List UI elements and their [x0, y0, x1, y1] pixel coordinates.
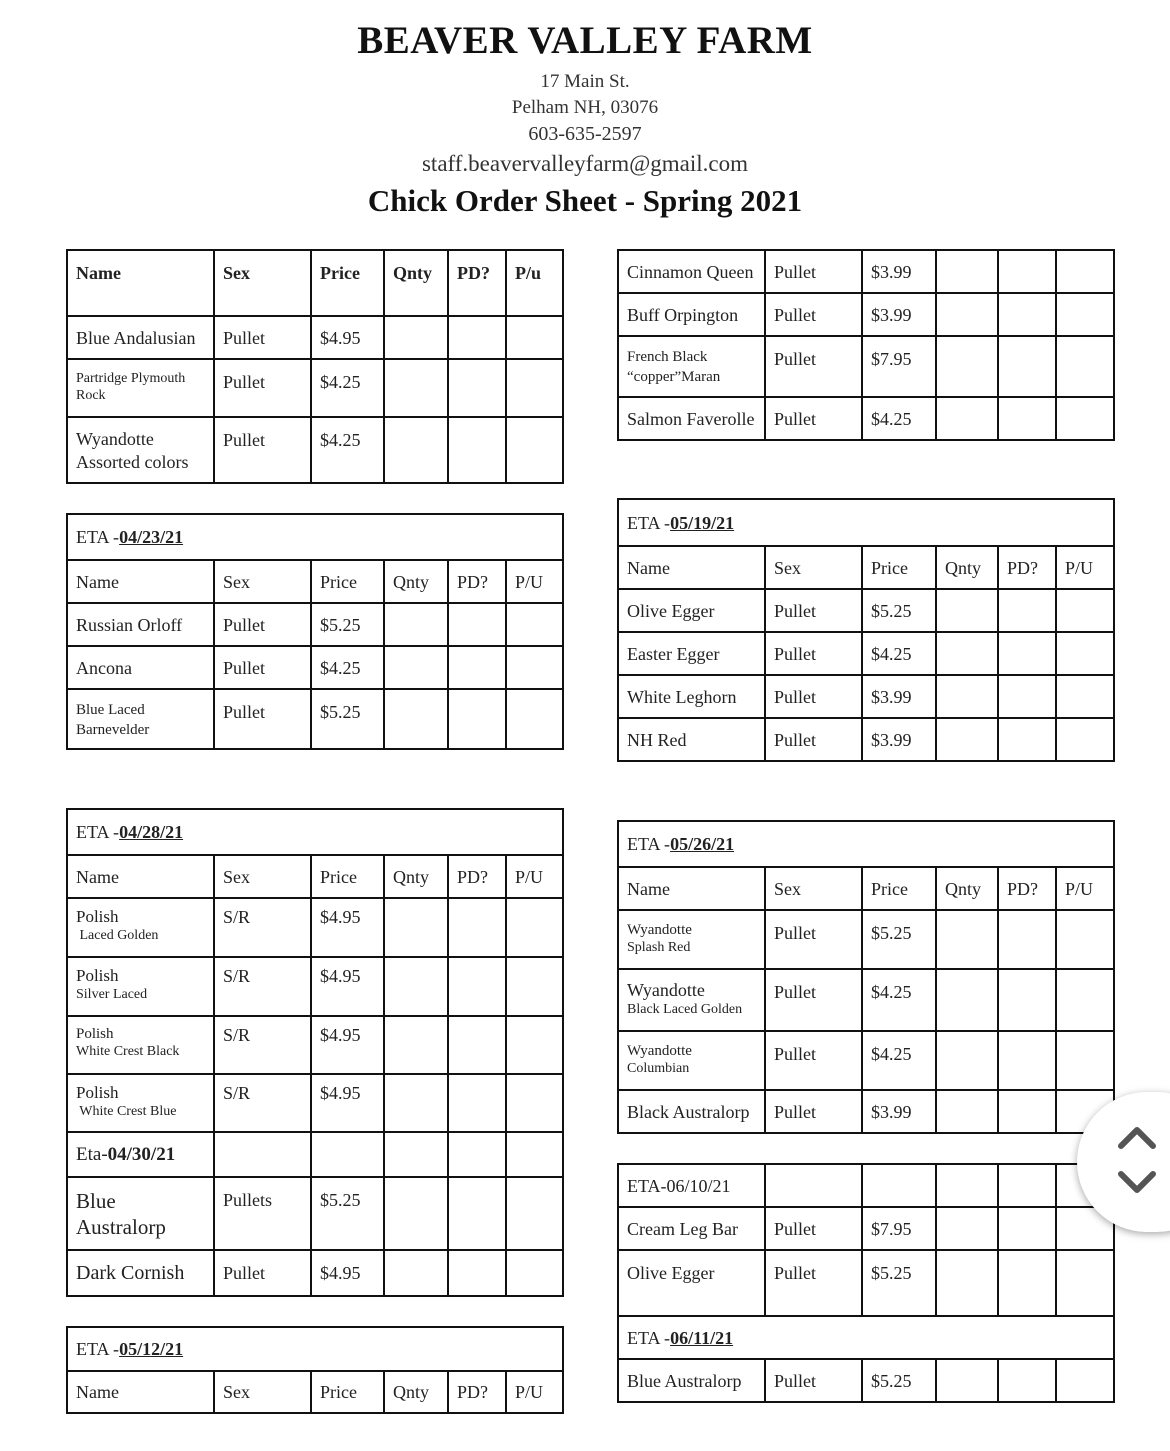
col-header-pu: P/U: [1056, 867, 1114, 910]
breed-price: $7.95: [862, 336, 936, 397]
pd-cell[interactable]: [448, 359, 506, 417]
eta-heading-row: [618, 1164, 1114, 1207]
chevron-up-icon[interactable]: [1117, 1122, 1157, 1152]
qnty-cell[interactable]: [936, 1359, 998, 1402]
breed-name: Polish: [76, 907, 119, 926]
breed-price: $7.95: [862, 1207, 936, 1250]
qnty-cell[interactable]: [384, 603, 448, 646]
pd-cell[interactable]: [998, 397, 1056, 440]
eta-subheading-row: [67, 1132, 563, 1177]
breed-name: Black Australorp: [618, 1090, 765, 1133]
address-line-2: Pelham NH, 03076: [511, 97, 659, 118]
table-row: [618, 1090, 1114, 1133]
breed-price: $4.95: [311, 1250, 384, 1296]
col-header-qnty: Qnty: [384, 560, 448, 603]
table-row: [67, 359, 563, 417]
pd-cell[interactable]: [448, 603, 506, 646]
breed-price: $4.25: [311, 359, 384, 417]
pd-cell[interactable]: [448, 957, 506, 1016]
breed-name: Blue: [76, 1189, 116, 1213]
breed-price: $3.99: [862, 718, 936, 761]
pd-cell[interactable]: [448, 1177, 506, 1250]
breed-sex: Pullet: [765, 1207, 862, 1250]
qnty-cell[interactable]: [936, 1207, 998, 1250]
breed-sex: Pullet: [214, 646, 311, 689]
eta-date: 05/12/21: [119, 1339, 184, 1359]
column-header-row: [618, 546, 1114, 589]
phone-number: 603-635-2597: [528, 123, 642, 145]
qnty-cell[interactable]: [936, 589, 998, 632]
table-row: [67, 1074, 563, 1132]
breed-sex: Pullet: [214, 359, 311, 417]
breed-price: $5.25: [862, 1359, 936, 1402]
pd-cell[interactable]: [998, 293, 1056, 336]
col-header-name: Name: [67, 560, 214, 603]
breed-sex: Pullet: [765, 293, 862, 336]
eta-heading: [618, 821, 1114, 867]
breed-sex: S/R: [214, 1016, 311, 1074]
eta-label: ETA -: [76, 527, 120, 547]
table-row: [618, 675, 1114, 718]
table-row: [618, 969, 1114, 1031]
col-header-qnty: Qnty: [384, 1371, 448, 1413]
breed-name-line2: Columbian: [627, 1061, 690, 1076]
eta-heading: [618, 499, 1114, 546]
breed-sex: S/R: [214, 898, 311, 957]
col-header-sex: Sex: [214, 560, 311, 603]
col-header-price: Price: [311, 1371, 384, 1413]
table-row: [67, 603, 563, 646]
pd-cell[interactable]: [448, 316, 506, 359]
breed-name-line2: Rock: [76, 388, 106, 403]
pu-cell[interactable]: [1056, 293, 1114, 336]
col-header-pd: PD?: [448, 250, 506, 316]
pu-cell[interactable]: [1056, 675, 1114, 718]
col-header-name: Name: [67, 855, 214, 898]
breed-name: Polish: [76, 1083, 119, 1102]
breed-name: Blue Andalusian: [67, 316, 214, 359]
farm-name: BEAVER VALLEY FARM: [357, 19, 813, 62]
qnty-cell[interactable]: [384, 316, 448, 359]
pu-cell[interactable]: [506, 898, 563, 957]
breed-name: Easter Egger: [618, 632, 765, 675]
eta-heading: [67, 514, 563, 560]
breed-name: French Black: [627, 349, 708, 365]
breed-name: Cream Leg Bar: [618, 1207, 765, 1250]
pu-cell[interactable]: [506, 957, 563, 1016]
table-row: [67, 1250, 563, 1296]
table-row: [67, 646, 563, 689]
breed-sex: Pullet: [765, 969, 862, 1031]
breed-name-line2: Silver Laced: [76, 987, 148, 1002]
col-header-qnty: Qnty: [384, 855, 448, 898]
table-row: [67, 316, 563, 359]
breed-price: $4.95: [311, 1016, 384, 1074]
qnty-cell[interactable]: [384, 1074, 448, 1132]
breed-price: $4.25: [862, 1031, 936, 1090]
breed-sex: Pullets: [214, 1177, 311, 1250]
col-header-pu: P/U: [506, 855, 563, 898]
breed-name: Ancona: [67, 646, 214, 689]
col-header-price: Price: [311, 855, 384, 898]
breed-price: $4.95: [311, 957, 384, 1016]
col-header-qnty: Qnty: [936, 546, 998, 589]
breed-price: $4.25: [862, 632, 936, 675]
col-header-pd: PD?: [448, 560, 506, 603]
breed-sex: Pullet: [765, 250, 862, 293]
breed-name: NH Red: [618, 718, 765, 761]
pd-cell[interactable]: [998, 336, 1056, 397]
eta-table-0519: [617, 498, 1115, 762]
eta-date: 05/26/21: [670, 834, 735, 854]
qnty-cell[interactable]: [384, 417, 448, 483]
email-address: staff.beavervalleyfarm@gmail.com: [421, 151, 748, 176]
table-row: [67, 689, 563, 749]
breed-sex: Pullet: [765, 675, 862, 718]
qnty-cell[interactable]: [936, 293, 998, 336]
col-header-price: Price: [862, 546, 936, 589]
breed-name: Polish: [76, 1026, 114, 1042]
pu-cell[interactable]: [1056, 718, 1114, 761]
pd-cell[interactable]: [448, 1016, 506, 1074]
eta-label: ETA -: [627, 834, 671, 854]
column-header-row: [67, 855, 563, 898]
col-header-price: Price: [862, 867, 936, 910]
col-header-pd: PD?: [448, 1371, 506, 1413]
col-header-pu: P/U: [506, 560, 563, 603]
qnty-cell[interactable]: [936, 1031, 998, 1090]
breed-name: Partridge Plymouth: [76, 371, 186, 386]
qnty-cell[interactable]: [936, 969, 998, 1031]
breed-sex: S/R: [214, 1074, 311, 1132]
col-header-qnty: Qnty: [936, 867, 998, 910]
pu-cell[interactable]: [506, 646, 563, 689]
table-row: [618, 336, 1114, 397]
col-header-sex: Sex: [765, 546, 862, 589]
breed-name: Buff Orpington: [618, 293, 765, 336]
table-row: [618, 910, 1114, 969]
breed-name-line2: Barnevelder: [76, 722, 150, 738]
pd-cell[interactable]: [998, 675, 1056, 718]
pu-cell[interactable]: [1056, 397, 1114, 440]
breed-price: $5.25: [862, 910, 936, 969]
table-row: [67, 417, 563, 483]
breed-price: $5.25: [311, 689, 384, 749]
breed-sex: Pullet: [765, 910, 862, 969]
breed-sex: Pullet: [765, 336, 862, 397]
pd-cell[interactable]: [448, 898, 506, 957]
table-row: [618, 1359, 1114, 1402]
col-header-sex: Sex: [214, 250, 311, 316]
breed-sex: Pullet: [765, 397, 862, 440]
eta-date: 06/11/21: [670, 1327, 734, 1348]
breed-name: Cinnamon Queen: [618, 250, 765, 293]
breed-name: Blue Australorp: [618, 1359, 765, 1402]
table-row: [67, 957, 563, 1016]
eta-date: 04/30/21: [107, 1143, 176, 1165]
col-header-sex: Sex: [214, 1371, 311, 1413]
breed-price: $4.25: [862, 397, 936, 440]
breed-name: Polish: [76, 966, 119, 985]
eta-date: 04/23/21: [119, 527, 184, 547]
pu-cell[interactable]: [506, 689, 563, 749]
pu-cell[interactable]: [1056, 632, 1114, 675]
table-row: [618, 718, 1114, 761]
qnty-cell[interactable]: [384, 957, 448, 1016]
table-row: [67, 898, 563, 957]
breed-name-line2: Splash Red: [627, 940, 691, 955]
col-header-sex: Sex: [214, 855, 311, 898]
eta-table-0610: [617, 1163, 1115, 1403]
qnty-cell[interactable]: [936, 397, 998, 440]
breed-price: $5.25: [311, 1177, 384, 1250]
eta-date: 04/28/21: [119, 822, 184, 842]
col-header-name: Name: [618, 867, 765, 910]
breed-sex: Pullet: [214, 689, 311, 749]
breed-name: Blue Laced: [76, 702, 145, 718]
breed-name-line2: Australorp: [76, 1215, 166, 1239]
breed-name: White Leghorn: [618, 675, 765, 718]
qnty-cell[interactable]: [936, 1090, 998, 1133]
eta-table-0512: [66, 1326, 564, 1414]
pd-cell[interactable]: [998, 1250, 1056, 1316]
column-header-row: [67, 560, 563, 603]
eta-subheading: [67, 1132, 214, 1177]
qnty-cell[interactable]: [384, 1016, 448, 1074]
eta-label: ETA -: [627, 1327, 671, 1348]
breed-name: Olive Egger: [618, 589, 765, 632]
column-header-row: [618, 867, 1114, 910]
pu-cell[interactable]: [1056, 910, 1114, 969]
pu-cell[interactable]: [1056, 1250, 1114, 1316]
breed-sex: Pullet: [214, 417, 311, 483]
col-header-name: Name: [67, 250, 214, 316]
qnty-cell[interactable]: [384, 689, 448, 749]
breed-name-line2: Assorted colors: [76, 452, 189, 472]
col-header-pd: PD?: [998, 546, 1056, 589]
breed-name: Olive Egger: [618, 1250, 765, 1316]
col-header-name: Name: [67, 1371, 214, 1413]
chevron-down-icon[interactable]: [1117, 1168, 1157, 1198]
pd-cell[interactable]: [448, 1074, 506, 1132]
qnty-cell[interactable]: [384, 359, 448, 417]
eta-table-0423: [66, 513, 564, 750]
eta-date: 05/19/21: [670, 512, 735, 533]
qnty-cell[interactable]: [384, 1177, 448, 1250]
breed-sex: Pullet: [765, 632, 862, 675]
breed-sex: Pullet: [214, 1250, 311, 1296]
qnty-cell[interactable]: [936, 632, 998, 675]
breed-sex: Pullet: [765, 1031, 862, 1090]
pd-cell[interactable]: [998, 718, 1056, 761]
eta-label: ETA -: [627, 512, 671, 533]
pd-cell[interactable]: [998, 589, 1056, 632]
breed-price: $4.95: [311, 898, 384, 957]
col-header-price: Price: [311, 560, 384, 603]
qnty-cell[interactable]: [384, 1250, 448, 1296]
col-header-qnty: Qnty: [384, 250, 448, 316]
breed-name: Russian Orloff: [67, 603, 214, 646]
pu-cell[interactable]: [506, 603, 563, 646]
eta-heading: ETA-06/10/21: [618, 1164, 765, 1207]
pu-cell[interactable]: [1056, 336, 1114, 397]
qnty-cell[interactable]: [936, 336, 998, 397]
pd-cell[interactable]: [998, 969, 1056, 1031]
breed-name: Wyandotte: [627, 980, 705, 1000]
breed-price: $5.25: [311, 603, 384, 646]
breed-name-line2: White Crest Blue: [76, 1104, 177, 1119]
pd-cell[interactable]: [448, 1250, 506, 1296]
table-row: [67, 1177, 563, 1250]
col-header-pu: P/U: [1056, 546, 1114, 589]
pd-cell[interactable]: [998, 1207, 1056, 1250]
breed-name: Wyandotte: [627, 922, 692, 938]
eta-table-0526: [617, 820, 1115, 1134]
pd-cell[interactable]: [448, 417, 506, 483]
sheet-title: Chick Order Sheet - Spring 2021: [367, 183, 803, 218]
pd-cell[interactable]: [998, 1359, 1056, 1402]
breed-name: Wyandotte: [627, 1043, 692, 1059]
col-header-pd: PD?: [448, 855, 506, 898]
table-row: [618, 250, 1114, 293]
pu-cell[interactable]: [1056, 250, 1114, 293]
pu-cell[interactable]: [506, 1074, 563, 1132]
eta-label: ETA -: [76, 822, 120, 842]
qnty-cell[interactable]: [384, 646, 448, 689]
breed-price: $3.99: [862, 675, 936, 718]
eta-table-0428: [66, 808, 564, 1297]
qnty-cell[interactable]: [936, 718, 998, 761]
eta-heading: [67, 1327, 563, 1371]
col-header-pu: P/u: [506, 250, 563, 316]
breed-sex: Pullet: [214, 316, 311, 359]
breed-sex: Pullet: [765, 589, 862, 632]
breed-price: $4.95: [311, 316, 384, 359]
qnty-cell[interactable]: [384, 898, 448, 957]
column-header-row: [67, 1371, 563, 1413]
pu-cell[interactable]: [1056, 1031, 1114, 1090]
col-header-name: Name: [618, 546, 765, 589]
qnty-cell[interactable]: [936, 910, 998, 969]
pd-cell[interactable]: [448, 646, 506, 689]
pd-cell[interactable]: [448, 689, 506, 749]
breed-table-first: [66, 249, 564, 484]
breed-sex: Pullet: [765, 718, 862, 761]
breed-sex: Pullet: [765, 1359, 862, 1402]
table-row: [618, 632, 1114, 675]
qnty-cell[interactable]: [936, 1250, 998, 1316]
pd-cell[interactable]: [998, 1031, 1056, 1090]
pu-cell[interactable]: [506, 417, 563, 483]
breed-name-line2: Black Laced Golden: [627, 1002, 743, 1017]
breed-table-right-top: [617, 249, 1115, 441]
address-line-1: 17 Main St.: [540, 71, 630, 92]
table-row: [618, 1031, 1114, 1090]
breed-sex: Pullet: [765, 1090, 862, 1133]
pu-cell[interactable]: [1056, 1359, 1114, 1402]
pu-cell[interactable]: [506, 359, 563, 417]
breed-name: Wyandotte: [76, 429, 154, 449]
pu-cell[interactable]: [506, 316, 563, 359]
pu-cell[interactable]: [1056, 589, 1114, 632]
breed-price: $5.25: [862, 1250, 936, 1316]
breed-price: $5.25: [862, 589, 936, 632]
table-row: [618, 589, 1114, 632]
table-row: [618, 293, 1114, 336]
pd-cell[interactable]: [998, 250, 1056, 293]
breed-sex: Pullet: [765, 1250, 862, 1316]
breed-sex: Pullet: [214, 603, 311, 646]
table-row: [618, 1207, 1114, 1250]
table-row: [618, 397, 1114, 440]
col-header-sex: Sex: [765, 867, 862, 910]
col-header-price: Price: [311, 250, 384, 316]
pu-cell[interactable]: [506, 1250, 563, 1296]
breed-price: $4.25: [311, 646, 384, 689]
pd-cell[interactable]: [998, 632, 1056, 675]
breed-price: $3.99: [862, 250, 936, 293]
table-row: [618, 1250, 1114, 1316]
breed-name-line2: Laced Golden: [76, 928, 159, 943]
eta-heading: [67, 809, 563, 855]
pu-cell[interactable]: [506, 1177, 563, 1250]
pd-cell[interactable]: [998, 910, 1056, 969]
breed-price: $3.99: [862, 293, 936, 336]
breed-name-line2: “copper”Maran: [627, 369, 721, 385]
pu-cell[interactable]: [506, 1016, 563, 1074]
eta-label: Eta-: [76, 1143, 108, 1165]
qnty-cell[interactable]: [936, 250, 998, 293]
breed-price: $4.95: [311, 1074, 384, 1132]
table-row: [67, 1016, 563, 1074]
breed-price: $4.25: [862, 969, 936, 1031]
breed-name: Salmon Faverolle: [618, 397, 765, 440]
pd-cell[interactable]: [998, 1090, 1056, 1133]
breed-price: $3.99: [862, 1090, 936, 1133]
col-header-pu: P/U: [506, 1371, 563, 1413]
eta-heading: [618, 1316, 1114, 1359]
eta-label: ETA -: [76, 1339, 120, 1359]
pu-cell[interactable]: [1056, 969, 1114, 1031]
qnty-cell[interactable]: [936, 675, 998, 718]
breed-sex: S/R: [214, 957, 311, 1016]
column-header-row: [67, 250, 563, 316]
breed-name-line2: White Crest Black: [76, 1044, 180, 1059]
col-header-pd: PD?: [998, 867, 1056, 910]
breed-name: Dark Cornish: [67, 1250, 214, 1296]
breed-price: $4.25: [311, 417, 384, 483]
